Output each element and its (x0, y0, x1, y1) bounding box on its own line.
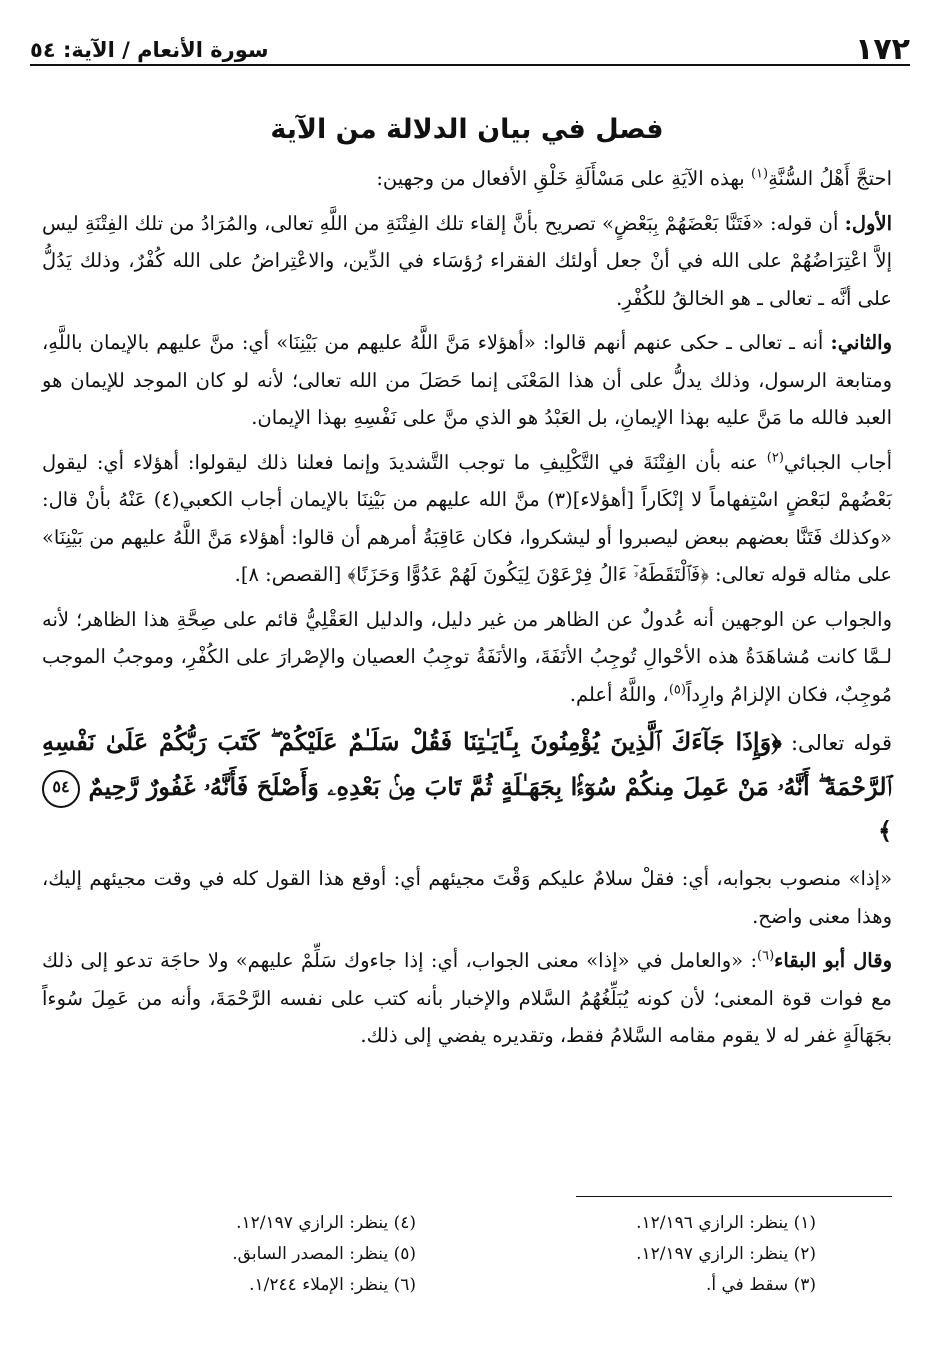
footnote: (٥) ينظر: المصدر السابق. (232, 1244, 416, 1264)
ayah-number-marker: ٥٤ (42, 770, 80, 808)
footnote-ref: (٦) (757, 948, 775, 964)
footnote: (٦) ينظر: الإملاء ١/٢٤٤. (249, 1275, 416, 1295)
paragraph: «إذا» منصوب بجوابه، أي: فقلْ سلامٌ عليكم وَقْتَ مجيئهم أي: أوقع هذا القول كله في وقت مجيئهم إليك، وهذا معنى واضح. (42, 867, 892, 928)
paragraph: احتجَّ أَهْلُ السُّنَّةِ$^{(١)}$ بهذه الآيَةِ على مَسْأَلَةِ خَلْقِ الأفعال من وجهين: (376, 166, 892, 190)
footnote: (١) ينظر: الرازي ١٢/١٩٦. (636, 1213, 816, 1233)
paragraph: والجواب عن الوجهين أنه عُدولٌ عن الظاهر من غير دليل، والدليل العَقْلِيُّ قائم على صِحَّةِ هذا الظاهر؛ لأنه لـمَّا كانت مُشاهَدَةُ هذه الأحْوالِ تُوجِبُ الأنَفَةَ، والأنَفَةُ توجِبُ العصيان والإصْرارَ على الكُفْرِ، وموجبُ الموجب مُوجِبٌ، فكان الإلزامُ وارِداً$^{(٥)}$، واللَّهُ أعلم. (42, 607, 892, 706)
footnotes-right-column (516, 1208, 816, 1301)
paragraph-lead: الأول: (844, 211, 892, 235)
paragraph: أجاب الجبائي$^{(٢)}$ عنه بأن الفِتْنَةَ في التَّكْلِيفِ ما توجب التَّشديدَ وإنما فعلنا ذلك ليقولوا: أهؤلاء أي: ليقول بَعْضُهمْ لبَعْضٍ اسْتِفهاماً لا إنْكَاراً [أهؤلاء](٣) منَّ الله عليهم من بَيْنِنَا بالإيمان أجاب الكعبي(٤) عَنْهُ بأنْ قال: «وكذلك فَتَنَّا بعضهم ببعض ليصبروا أو ليشكروا، فكان عَاقِبَةُ أمرهم أن قالوا: أهؤلاء مَنَّ اللَّهُ عليهم من بَيْنِنَا» على مثاله قوله تعالى: ﴿فَٱلْتَقَطَهُۥٓ ءَالُ فِرْعَوْنَ لِيَكُونَ لَهُمْ عَدُوًّا وَحَزَنًا﴾ [القصص: ٨]. (42, 450, 893, 586)
footnote-rule (576, 1196, 892, 1197)
quran-verse: قوله تعالى: ﴿وَإِذَا جَآءَكَ ٱلَّذِينَ يُؤْمِنُونَ بِـَٔايَـٰتِنَا فَقُلْ سَلَـٰمٌ عَلَيْكُمْ ۖ كَتَبَ رَبُّكُمْ عَلَىٰ نَفْسِهِ ٱلرَّحْمَةَ ۖ أَنَّهُۥ مَنْ عَمِلَ مِنكُمْ سُوٓءًۢا بِجَهَـٰلَةٍ ثُمَّ تَابَ مِنۢ بَعْدِهِۦ وَأَصْلَحَ فَأَنَّهُۥ غَفُورٌ رَّحِيمٌ ٥٤﴾ (42, 727, 893, 845)
footnote-ref: (٢) (766, 450, 784, 465)
section-title: فصل في بيان الدلالة من الآية (270, 114, 664, 145)
page-header (30, 22, 910, 72)
paragraph: والثاني: أنه ـ تعالى ـ حكى عنهم أنهم قالوا: «أهؤلاء مَنَّ اللَّهُ عليهم من بَيْنِنَا» أي: منَّ عليهم بالإيمان باللَّهِ، ومتابعة الرسول، وذلك يدلُّ على أن هذا المَعْنَى إنما حَصَلَ من الله تعالى؛ لأنه لو كان الموجد للإيمان هو العبد فالله ما مَنَّ عليه بهذا الإيمانِ، بل العَبْدُ هو الذي منَّ على نَفْسِهِ بهذا الإيمان. (42, 331, 892, 429)
paragraph: وقال أبو البقاء$^{(٦)}$: «والعامل في «إذا» معنى الجواب، أي: إذا جاءوك سَلِّمْ عليهم» ولا حاجَة تدعو إلى ذلك مع فوات قوة المعنى؛ لأن كونه يُبَلِّغُهُمُ السَّلام والإخبار بأنه كتب على نفسه الرَّحْمَةَ، وأنه من عَمِلَ سُوءاً بجَهَالَةٍ غفر له لا يقوم مقامه السَّلامُ فقط، وتقديره يفضي إلى ذلك. (42, 948, 892, 1047)
surah-reference: سورة الأنعام / الآية: ٥٤ (30, 38, 269, 62)
footnotes-left-column (116, 1208, 416, 1301)
paragraph: الأول: أن قوله: «فَتَنَّا بَعْضَهُمْ بِبَعْضٍ» تصريح بأنَّ إلقاء تلك الفِتْنَةِ من اللَّهِ تعالى، والمُرَادُ من تلك الفِتْنَةِ ليس إلاَّ اعْتِرَاضُهُمْ على الله في أنْ جعل أولئك الفقراء رُؤسَاء في الدِّين، والاعْتِراضُ على الله كُفْرٌ، وذلك يَدُلُّ على أنَّه ـ تعالى ـ هو الخالقُ للكُفْرِ. (42, 211, 892, 310)
footnote-ref: (٥) (668, 682, 686, 697)
paragraph-lead: وقال أبو البقاء (774, 949, 892, 972)
footnote: (٣) سقط في أ. (705, 1275, 816, 1295)
footnote: (٤) ينظر: الرازي ١٢/١٩٧. (236, 1213, 416, 1233)
header-rule (30, 64, 910, 66)
footnote: (٢) ينظر: الرازي ١٢/١٩٧. (636, 1244, 816, 1264)
page-number: ١٧٢ (855, 32, 910, 67)
paragraph-lead: والثاني: (830, 331, 892, 354)
footnote-ref: (١) (750, 166, 769, 182)
body-text (42, 160, 892, 1062)
